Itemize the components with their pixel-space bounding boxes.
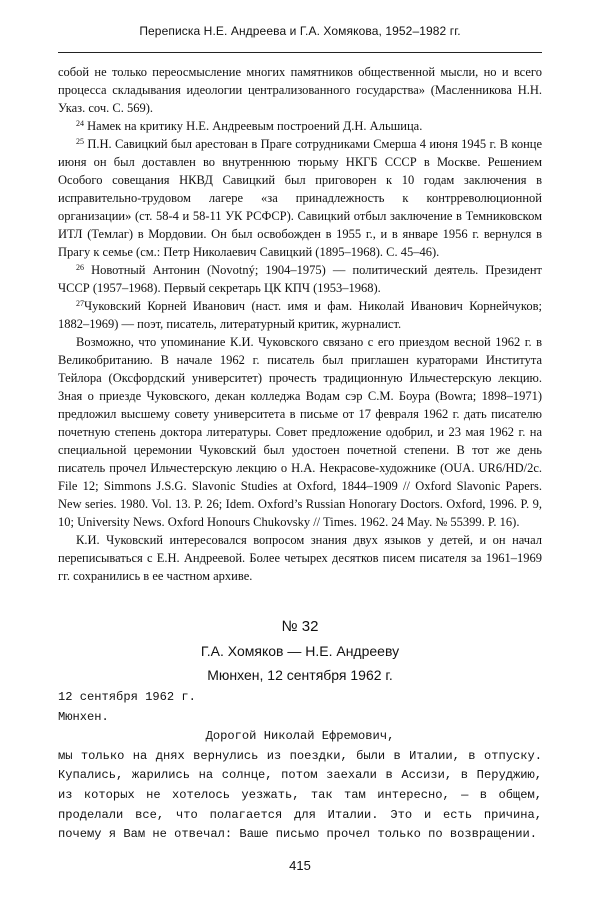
document-heading	[58, 615, 542, 687]
footnote-text: Намек на критику Н.Е. Андреевым построений Д.Н. Альшица.	[87, 119, 423, 133]
running-head: Переписка Н.Е. Андреева и Г.А. Хомякова, 1952–1982 гг.	[58, 24, 542, 53]
notes-block	[58, 63, 542, 585]
letter-place: Мюнхен.	[58, 709, 109, 724]
footnote-26	[58, 261, 542, 297]
footnote-number: 26	[76, 263, 84, 272]
letter-date: 12 сентября 1962 г.	[58, 690, 196, 704]
document-correspondents: Г.А. Хомяков — Н.Е. Андрееву	[200, 643, 400, 659]
document-place-date: Мюнхен, 12 сентября 1962 г.	[207, 667, 393, 683]
footnote-24	[58, 117, 542, 135]
footnote-text: Чуковский Корней Иванович (наст. имя и фам. Николай Иванович Корнейчуков; 1882–1969) — поэт, писатель, литературный критик, журналист.	[58, 299, 542, 331]
letter-greeting: Дорогой Николай Ефремович,	[205, 729, 395, 744]
footnote-25	[58, 135, 542, 261]
page-number: 415	[289, 858, 311, 873]
commentary-paragraph-2: К.И. Чуковский интересовался вопросом знания двух языков у детей, и он начал переписываться с Е.Н. Андреевой. Более четырех десятков писем писателя за 1961–1969 гг. сохранились в ее частном архиве.	[58, 533, 542, 583]
footnote-continuation: собой не только переосмысление многих памятников общественной мысли, но и всего процесса складывания идеологии централизованного государства» (Масленникова Н.Н. Указ. соч. С. 569).	[58, 65, 542, 115]
footnote-text: Новотный Антонин (Novotný; 1904–1975) — политический деятель. Президент ЧССР (1957–1968). Первый секретарь ЦК КПЧ (1953–1968).	[58, 263, 543, 295]
footnote-number: 24	[76, 119, 84, 128]
footnote-text: П.Н. Савицкий был арестован в Праге сотрудниками Смерша 4 июня 1945 г. В конце июня он был доставлен во внутреннюю тюрьму НКГБ СССР в Москве. Решением Особого совещания НКВД Савицкий был приговорен к 10 годам заключения в исправительно-трудовом лагере «за принадлежность к контрреволюционной организации» (ст. 58-4 и 58-11 УК РСФСР). Савицкий отбыл заключение в Темниковском ИТЛ (Темлаг) в Мордовии. Он был освобожден в 1955 г., и в январе 1956 г. вернулся в Прагу к семье (см.: Петр Николаевич Савицкий (1895–1968). С. 45–46).	[58, 137, 542, 259]
footnote-27	[58, 297, 542, 333]
letter-text	[58, 688, 542, 845]
footnote-number: 27	[76, 299, 84, 308]
document-number: № 32	[281, 618, 319, 635]
commentary-paragraph-1: Возможно, что упоминание К.И. Чуковского связано с его приездом весной 1962 г. в Великобританию. В начале 1962 г. писатель был приглашен кураторами Института Тейлора (Оксфордский университет) прочесть традиционную Ильчестерскую лекцию. Зная о приезде Чуковского, декан колледжа Водам сэр С.М. Боура (Bowra; 1898–1971) предложил высшему совету университета в письме от 17 февраля 1962 г. дать писателю почетную степень доктора литературы. Совет предложение одобрил, и 23 мая 1962 г. на специальной церемонии Чуковский был удостоен почетной степени. В тот же день писатель прочел Ильчестерскую лекцию о Н.А. Некрасове-художнике (OUA. UR6/HD/2c. File 12; Simmons J.S.G. Slavonic Studies at Oxford, 1844–1909 // Oxford Slavonic Papers. New series. 1980. Vol. 13. P. 26; Idem. Oxford’s Russian Honorary Doctors. Oxford, 1996. P. 9, 10; University News. Oxford Honours Chukovsky // Times. 1962. 24 May. № 55399. P. 16).	[58, 335, 542, 529]
letter-body: мы только на днях вернулись из поездки, были в Италии, в отпуску. Купались, жарились на солнце, потом заехали в Ассизи, в Перуджию, из которых не хотелось уезжать, так там интересно, — в общем, проделали все, что полагается для Италии. Это и есть причина, почему я Вам не отвечал: Ваше письмо прочел только по возвращении.	[58, 748, 542, 842]
footnote-number: 25	[76, 137, 84, 146]
